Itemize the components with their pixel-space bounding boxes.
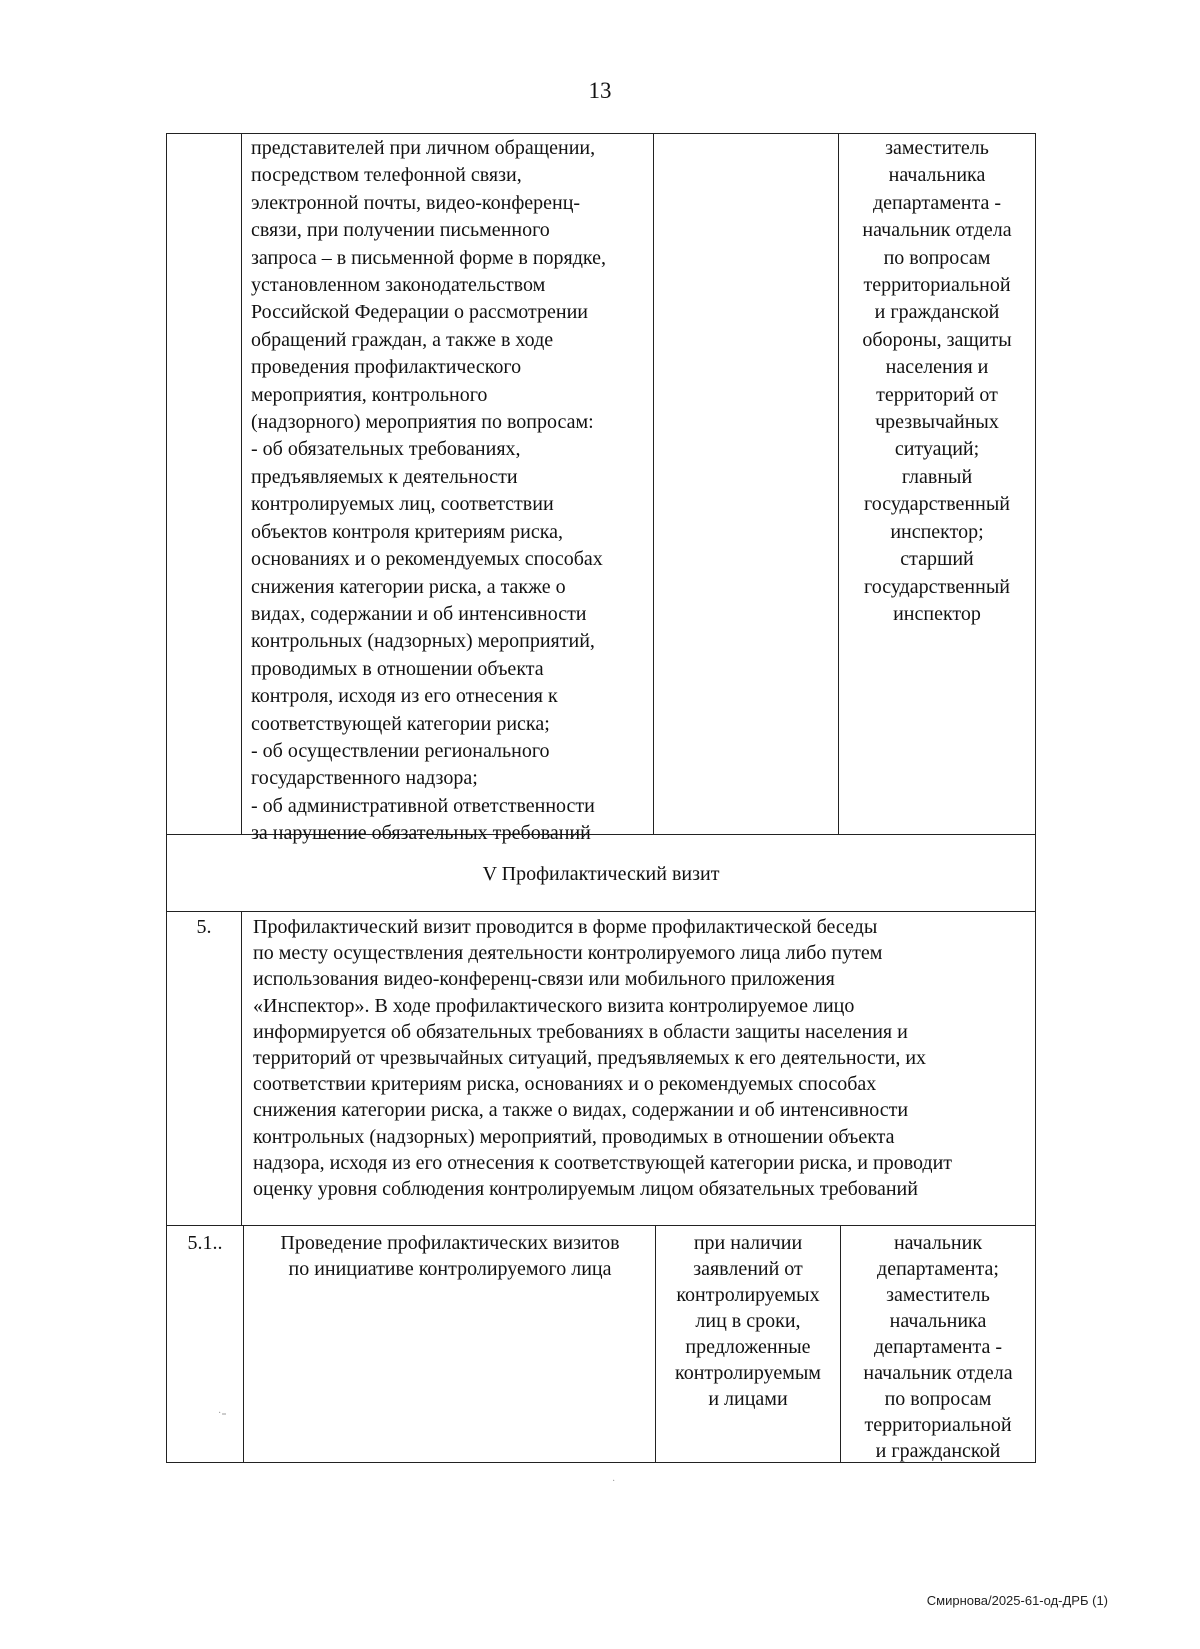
text-line: основаниях и о рекомендуемых способах [251, 548, 603, 571]
text-line: контролируемых [676, 1284, 820, 1306]
text-line: - об осуществлении регионального [251, 739, 550, 762]
text-line: оценку уровня соблюдения контролируемым лицом обязательных требований [253, 1178, 918, 1201]
text-line: территориальной [863, 274, 1011, 297]
text-line: информируется об обязательных требованиях в области защиты населения и [253, 1020, 908, 1043]
text-line: территорий от [876, 383, 998, 406]
text-line: контролируемым [675, 1362, 821, 1384]
column-divider [243, 1225, 244, 1462]
text-line: (надзорного) мероприятия по вопросам: [251, 411, 594, 434]
column-divider [840, 1225, 841, 1462]
row1-description [251, 135, 642, 848]
table-border-right [1035, 133, 1036, 1463]
text-line: представителей при личном обращении, [251, 137, 596, 159]
text-line: департамента - [874, 1336, 1002, 1358]
row-divider [166, 911, 1036, 912]
text-line: по инициативе контролируемого лица [288, 1258, 612, 1280]
text-line: государственный [864, 575, 1010, 598]
text-line: заместитель [886, 1284, 990, 1306]
row51-number: 5.1.. [187, 1232, 223, 1254]
text-line: чрезвычайных [875, 411, 999, 434]
text-line: территориальной [864, 1414, 1012, 1436]
text-line: использования видео-конференц-связи или мобильного приложения [253, 968, 835, 991]
text-line: начальника [889, 1310, 987, 1332]
column-divider [838, 133, 839, 834]
text-line: обороны, защиты [862, 328, 1012, 351]
section-title: V Профилактический визит [482, 863, 720, 885]
text-line: и гражданской [875, 1440, 1001, 1462]
text-line: по вопросам [884, 1388, 992, 1410]
page-number: 13 [588, 78, 612, 103]
text-line: и гражданской [874, 301, 1000, 324]
column-divider [241, 133, 242, 834]
text-line: соответствии критериям риска, основаниях и о рекомендуемых способах [253, 1073, 877, 1096]
text-line: надзора, исходя из его отнесения к соответствующей категории риска, и проводит [253, 1151, 953, 1174]
text-line: заявлений от [693, 1258, 803, 1280]
text-line: контрольных (надзорных) мероприятий, [251, 630, 595, 653]
text-line: Профилактический визит проводится в форме профилактической беседы [253, 916, 878, 938]
document-reference: Смирнова/2025-61-од-ДРБ (1) [926, 1593, 1108, 1608]
text-line: начальник отдела [862, 219, 1012, 242]
text-line: начальник [893, 1232, 983, 1254]
column-divider [655, 1225, 656, 1462]
row51-description [248, 1230, 652, 1282]
text-line: предложенные [685, 1336, 811, 1358]
row-divider [166, 1225, 1036, 1226]
text-line: мероприятия, контрольного [251, 383, 488, 406]
text-line: департамента - [873, 191, 1001, 214]
table-border-top [166, 133, 1036, 134]
text-line: ситуаций; [894, 438, 980, 461]
text-line: объектов контроля критериям риска, [251, 520, 564, 543]
text-line: департамента; [877, 1258, 999, 1280]
text-line: контрольных (надзорных) мероприятий, проводимых в отношении объекта [253, 1125, 895, 1148]
text-line: снижения категории риска, а также о [251, 575, 566, 598]
text-line: проведения профилактического [251, 356, 522, 379]
text-line: - об обязательных требованиях, [251, 438, 521, 461]
scan-speck: · [612, 1476, 616, 1487]
text-line: связи, при получении письменного [251, 219, 550, 242]
text-line: посредством телефонной связи, [251, 164, 522, 187]
text-line: начальник отдела [863, 1362, 1013, 1384]
text-line: государственный [864, 493, 1010, 516]
text-line: главный [901, 465, 973, 488]
row51-responsible [844, 1230, 1032, 1464]
text-line: контроля, исходя из его отнесения к [251, 685, 558, 708]
text-line: установленном законодательством [251, 274, 546, 297]
text-line: обращений граждан, а также в ходе [251, 328, 554, 351]
text-line: территорий от чрезвычайных ситуаций, предъявляемых к его деятельности, их [253, 1047, 927, 1070]
row5-text [253, 914, 1025, 1202]
scan-speck: ·₌ [218, 1408, 227, 1419]
text-line: запроса – в письменной форме в порядке, [251, 246, 607, 269]
row5-number: 5. [196, 916, 212, 938]
text-line: начальника [888, 164, 986, 187]
text-line: инспектор [893, 602, 981, 625]
text-line: Российской Федерации о рассмотрении [251, 301, 589, 324]
text-line: контролируемых лиц, соответствии [251, 493, 554, 516]
table-border-left [166, 133, 167, 1463]
text-line: Проведение профилактических визитов [280, 1232, 620, 1254]
text-line: снижения категории риска, а также о видах, содержании и об интенсивности [253, 1099, 909, 1122]
text-line: старший [900, 548, 974, 571]
row1-responsible [842, 135, 1032, 628]
text-line: предъявляемых к деятельности [251, 465, 518, 488]
text-line: по вопросам [883, 246, 991, 269]
row51-timing [658, 1230, 838, 1412]
text-line: соответствующей категории риска; [251, 712, 550, 735]
text-line: видах, содержании и об интенсивности [251, 602, 587, 625]
text-line: «Инспектор». В ходе профилактического визита контролируемое лицо [253, 994, 855, 1017]
text-line: государственного надзора; [251, 767, 478, 790]
column-divider [653, 133, 654, 834]
text-line: заместитель [885, 137, 989, 159]
text-line: проводимых в отношении объекта [251, 657, 544, 680]
column-divider [241, 911, 242, 1225]
text-line: по месту осуществления деятельности контролируемого лица либо путем [253, 942, 883, 965]
text-line: и лицами [708, 1388, 788, 1410]
text-line: - об административной ответственности [251, 794, 595, 817]
text-line: электронной почты, видео-конференц- [251, 191, 581, 214]
text-line: населения и [885, 356, 989, 379]
text-line: лиц в сроки, [695, 1310, 801, 1332]
text-line: за нарушение обязательных требований [251, 822, 591, 845]
text-line: инспектор; [890, 520, 984, 543]
text-line: при наличии [693, 1232, 803, 1254]
